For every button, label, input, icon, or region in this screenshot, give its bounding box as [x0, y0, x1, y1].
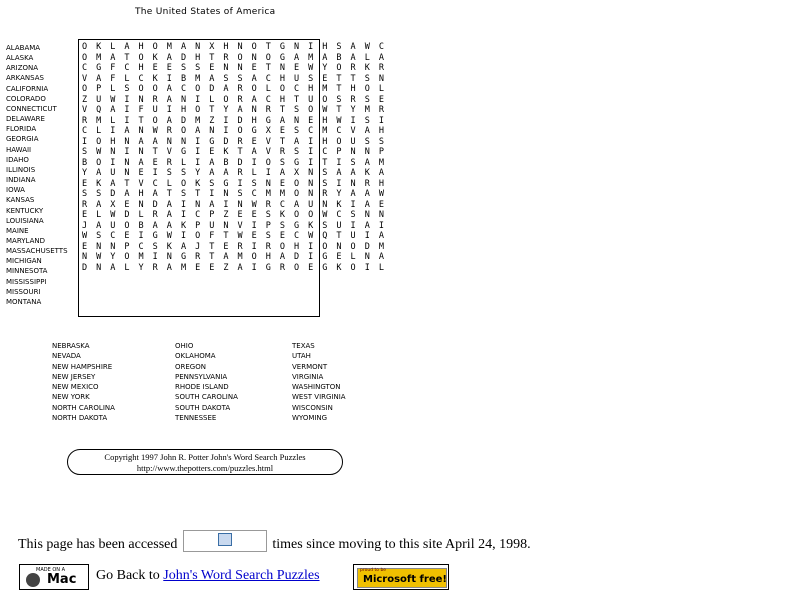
- state-list-left: [6, 43, 68, 307]
- state-list-item: NORTH DAKOTA: [52, 414, 108, 423]
- state-list-item: ILLINOIS: [6, 165, 36, 174]
- state-list-item: MASSACHUSETTS: [6, 247, 68, 256]
- state-list-column-1: [52, 341, 115, 423]
- state-list-item: RHODE ISLAND: [175, 383, 229, 392]
- grid-row: I O H N A A N N I G D R E V T A I H O U S S: [82, 136, 386, 147]
- grid-row: S S D A H A T S T I N S C M M O N R Y A A W: [82, 189, 386, 199]
- word-search-puzzles-link[interactable]: John's Word Search Puzzles: [163, 568, 320, 583]
- state-list-item: WISCONSIN: [292, 403, 333, 412]
- access-text-before: This page has been accessed: [18, 537, 178, 552]
- broken-image-icon: [218, 533, 232, 546]
- state-list-item: SOUTH CAROLINA: [175, 393, 238, 402]
- state-list-item: IOWA: [6, 186, 25, 195]
- grid-row: B O I N A E R L I A B D I O S G I T I S A M: [82, 157, 386, 168]
- state-list-item: MONTANA: [6, 297, 42, 306]
- state-list-item: CALIFORNIA: [6, 84, 49, 93]
- state-list-item: GEORGIA: [6, 135, 39, 144]
- ms-badge-small-text: proud to be: [360, 568, 387, 573]
- go-back-prefix: Go Back to: [96, 568, 164, 583]
- grid-row: E L W D L R A I C P Z E E S K O O W C S N N: [82, 210, 386, 220]
- state-list-item: VIRGINIA: [292, 372, 324, 381]
- grid-row: R A X E N D A I N A I N W R C A U N K I A E: [82, 199, 386, 210]
- grid-row: N W Y O M I N G R T A M O H A D I G E L N A: [82, 252, 386, 262]
- hit-counter-image: [183, 530, 267, 552]
- state-list-item: MAINE: [6, 226, 29, 235]
- state-list-item: MICHIGAN: [6, 257, 42, 266]
- grid-row: J A U O B A A K P U N V I P S G K S U I A I: [82, 220, 386, 231]
- state-list-item: ARKANSAS: [6, 74, 44, 83]
- state-list-item: MINNESOTA: [6, 267, 48, 276]
- grid-row: O K L A H O M A N X H N O T G N I H S A W C: [82, 42, 386, 52]
- grid-row: Z U W I N R A N I L O R A C H T U O S R S E: [82, 94, 386, 105]
- copyright-text: Copyright 1997 John R. Potter John's Word Search Puzzles: [104, 452, 306, 462]
- grid-row: E N N P C S K A J T E R I R O H I O N O D M: [82, 241, 386, 252]
- state-list-item: MARYLAND: [6, 236, 45, 245]
- grid-row: O P L S O O A C O D A R O L O C H M T H O L: [82, 84, 386, 94]
- copyright-banner: [67, 449, 343, 475]
- state-list-item: MISSISSIPPI: [6, 277, 47, 286]
- state-list-item: OHIO: [175, 342, 194, 350]
- ms-badge-big-text: Microsoft free!: [363, 574, 447, 585]
- state-list-item: ALABAMA: [6, 44, 41, 52]
- grid-row: V A F L C K I B M A S S A C H U S E T T S N: [82, 73, 386, 84]
- state-list-item: OKLAHOMA: [175, 352, 216, 361]
- mac-badge-big-text: Mac: [47, 572, 77, 587]
- microsoft-free-badge[interactable]: [353, 564, 449, 590]
- state-list-item: CONNECTICUT: [6, 104, 57, 113]
- grid-row: Y A U N E I S S Y A A R L I A X N S A A K A: [82, 168, 386, 178]
- mac-badge-small-text: MADE ON A: [36, 567, 66, 573]
- grid-row: S W N I N T V G I E K T A V R S I C P N N P: [82, 147, 386, 157]
- state-list-item: TEXAS: [292, 342, 315, 350]
- state-list-item: ALASKA: [6, 54, 34, 63]
- state-list-item: NORTH CAROLINA: [52, 403, 115, 412]
- state-list-column-2: [175, 341, 238, 423]
- state-list-item: VERMONT: [292, 362, 328, 371]
- access-counter-line: [18, 530, 531, 553]
- state-list-item: NEW YORK: [52, 393, 90, 402]
- state-list-item: COLORADO: [6, 94, 46, 103]
- state-list-item: KANSAS: [6, 196, 35, 205]
- grid-row: C G F C H E E S S E N N E T N E W Y O R K R: [82, 63, 386, 73]
- grid-row: D N A L Y R A M E E Z A I G R O E G K O I L: [82, 262, 386, 273]
- state-list-item: NEVADA: [52, 352, 81, 361]
- grid-row: E K A T V C L O K S G I S N E O N S I N R H: [82, 178, 386, 189]
- state-list-item: WASHINGTON: [292, 383, 341, 392]
- state-list-item: WYOMING: [292, 414, 328, 423]
- grid-row: O M A T O K A D H T R O N O G A M A B A L A: [82, 52, 386, 63]
- state-list-item: NEW MEXICO: [52, 383, 99, 392]
- made-on-a-mac-badge[interactable]: [19, 564, 89, 590]
- state-list-item: TENNESSEE: [175, 414, 217, 423]
- state-list-item: UTAH: [292, 352, 311, 361]
- go-back-line: [96, 568, 320, 584]
- state-list-item: PENNSYLVANIA: [175, 372, 228, 381]
- state-list-item: KENTUCKY: [6, 206, 44, 215]
- state-list-item: NEW JERSEY: [52, 372, 96, 381]
- state-list-item: INDIANA: [6, 176, 36, 185]
- state-list-item: FLORIDA: [6, 125, 37, 134]
- grid-row: W S C E I G W I O F T W E S E C W Q T U I A: [82, 231, 386, 241]
- state-list-item: SOUTH DAKOTA: [175, 403, 231, 412]
- word-search-grid: [78, 39, 386, 317]
- grid-row: V Q A I F U I H O T Y A N R T S O W T Y M R: [82, 105, 386, 115]
- state-list-item: LOUISIANA: [6, 216, 44, 225]
- state-list-column-3: [292, 341, 346, 423]
- state-list-item: ARIZONA: [6, 64, 39, 73]
- state-list-item: IDAHO: [6, 155, 29, 164]
- state-list-item: WEST VIRGINIA: [292, 393, 346, 402]
- state-list-item: DELAWARE: [6, 115, 45, 124]
- state-list-item: HAWAII: [6, 145, 32, 154]
- grid-row: C L I A N W R O A N I O G X E S C M C V A H: [82, 126, 386, 136]
- state-list-item: NEW HAMPSHIRE: [52, 362, 113, 371]
- state-list-item: MISSOURI: [6, 287, 41, 296]
- access-text-after: times since moving to this site April 24, 1998.: [272, 537, 531, 552]
- apple-logo-icon: [26, 573, 40, 587]
- grid-row: R M L I T O A D M Z I D H G A N E H W I S I: [82, 115, 386, 126]
- page-title: The United States of America: [135, 7, 276, 17]
- state-list-item: NEBRASKA: [52, 342, 90, 350]
- copyright-url: http://www.thepotters.com/puzzles.html: [136, 463, 274, 473]
- state-list-item: OREGON: [175, 362, 206, 371]
